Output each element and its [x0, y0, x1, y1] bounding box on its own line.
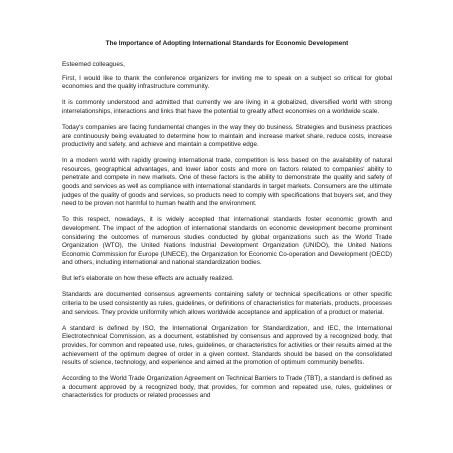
paragraph-wto-tbt-definition: According to the World Trade Organization Agreement on Technical Barriers to Trade (TBT), a standard is defined as a document approved by a recognized body, that provides, for common and repeated use, rules, guidelines or characteristics for products or related processes and — [62, 375, 392, 400]
paragraph-international-trade: In a modern world with rapidly growing international trade, competition is less based on the availability of natural resources, geographical advantages, and lower labor costs and more on factors related to companies' ability to penetrate and compete in new markets. One of these factors is the ability to demonstrate the quality and safety of goods and services as well as compliance with international standards in target markets. Consumers are the ultimate judges of the quality of goods and services, so products need to comply with specifications that buyers set, and they need to be proven not harmful to human health and the environment. — [62, 157, 392, 208]
paragraph-fundamental-changes: Today's companies are facing fundamental changes in the way they do business. Strategies and business practices are continuously being evaluated to determine how to maintain and increase market share, reduce costs, increase productivity and safety, and achieve and maintain a competitive edge. — [62, 123, 392, 149]
paragraph-thanks: First, I would like to thank the conference organizers for inviting me to speak on a subject so critical for global economies and the quality infrastructure community. — [62, 74, 392, 91]
paragraph-elaborate: But let's elaborate on how these effects are actually realized. — [62, 275, 234, 283]
salutation: Esteemed colleagues, — [62, 61, 125, 68]
document-title: The Importance of Adopting International Standards for Economic Development — [105, 40, 349, 47]
paragraph-economic-growth: To this respect, nowadays, it is widely accepted that international standards foster economic growth and development. The impact of the adoption of international standards on economic development become prominent considering the outcomes of numerous studies conducted by global organizations such as the World Trade Organization (WTO), the United Nations Industrial Development Organization (UNIDO), the United Nations Economic Commission for Europe (UNECE), the Organization for Economic Co-operation and Development (OECD) and others, including international and national standardization bodies. — [62, 216, 392, 267]
paragraph-standards-definition: Standards are documented consensus agreements containing safety or technical specifications or other specific criteria to be used consistently as rules, guidelines, or definitions of characteristics for materials, products, processes and services. They provide uniformity which allows worldwide acceptance and application of a product or material. — [62, 291, 392, 316]
paragraph-globalized-world: It is commonly understood and admitted that currently we are living in a globalized, diversified world with strong interrelationships, interactions and links that have the potential to greatly affect economies on a worldwide scale. — [62, 99, 392, 115]
paragraph-iso-iec-definition: A standard is defined by ISO, the International Organization for Standardization, and IEC, the International Electrotechnical Commission, as a document, established by consensus and approved by a recognized body, that provides, for common and repeated use, rules, guidelines, or characteristics for activities or their results aimed at the achievement of the optimum degree of order in a given context. Standards should be based on the consolidated results of science, technology, and experience and aimed at the promotion of optimum community benefits. — [62, 324, 392, 367]
document-page — [62, 40, 392, 409]
